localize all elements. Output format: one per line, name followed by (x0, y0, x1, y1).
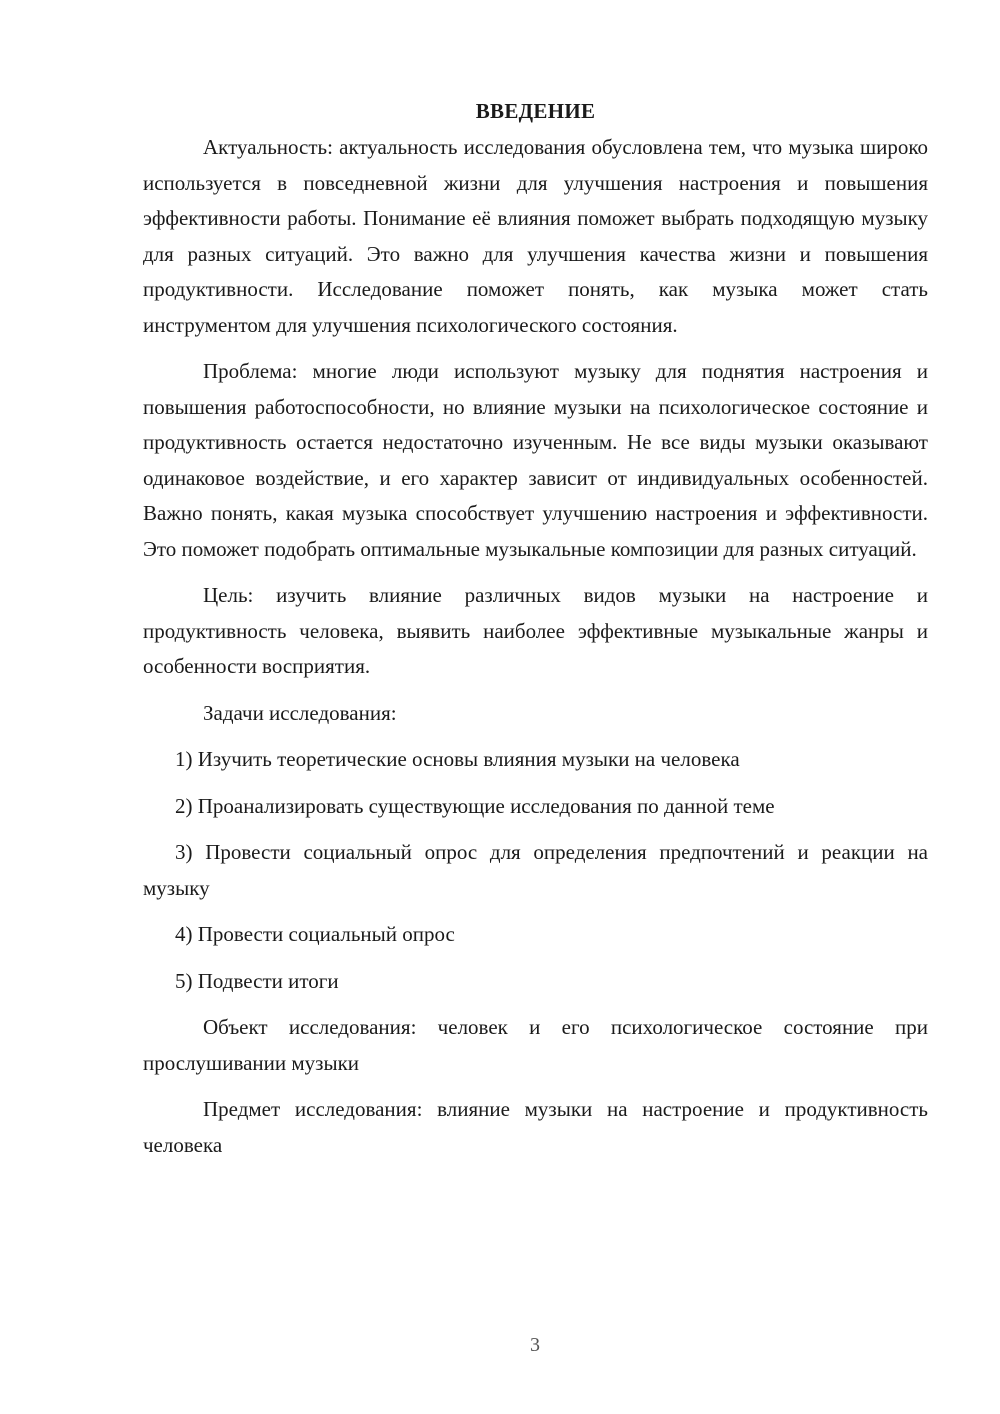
page-number: 3 (530, 1334, 540, 1356)
task-item-3: 3) Провести социальный опрос для определения предпочтений и реакции на музыку (143, 840, 928, 900)
paragraph-goal: Цель: изучить влияние различных видов музыки на настроение и продуктивность человека, выявить наиболее эффективные музыкальные жанры и особенности восприятия. (143, 583, 928, 678)
task-item-5: 5) Подвести итоги (175, 968, 339, 993)
task-item-2: 2) Проанализировать существующие исследования по данной теме (175, 793, 775, 818)
task-item-1: 1) Изучить теоретические основы влияния музыки на человека (175, 747, 740, 771)
tasks-heading: Задачи исследования: (203, 700, 397, 725)
task-item-4: 4) Провести социальный опрос (175, 922, 455, 946)
paragraph-problem: Проблема: многие люди используют музыку для поднятия настроения и повышения работоспособности, но влияние музыки на психологическое состояние и продуктивность остается недостаточно изученным. Не все виды музыки оказывают одинаковое воздействие, и его характер зависит от индивидуальных особенностей. Важно понять, какая музыка способствует улучшению настроения и эффективности. Это поможет подобрать оптимальные музыкальные композиции для разных ситуаций. (143, 359, 928, 561)
paragraph-subject: Предмет исследования: влияние музыки на настроение и продуктивность человека (143, 1097, 928, 1157)
paragraph-relevance: Актуальность: актуальность исследования обусловлена тем, что музыка широко используется в повседневной жизни для улучшения настроения и повышения эффективности работы. Понимание её влияния поможет выбрать подходящую музыку для разных ситуаций. Это важно для улучшения качества жизни и повышения продуктивности. Исследование поможет понять, как музыка может стать инструментом для улучшения психологического состояния. (143, 135, 928, 337)
paragraph-object: Объект исследования: человек и его психологическое состояние при прослушивании музыки (143, 1015, 928, 1075)
document-page (143, 96, 928, 1174)
page-title: ВВЕДЕНИЕ (475, 99, 596, 123)
